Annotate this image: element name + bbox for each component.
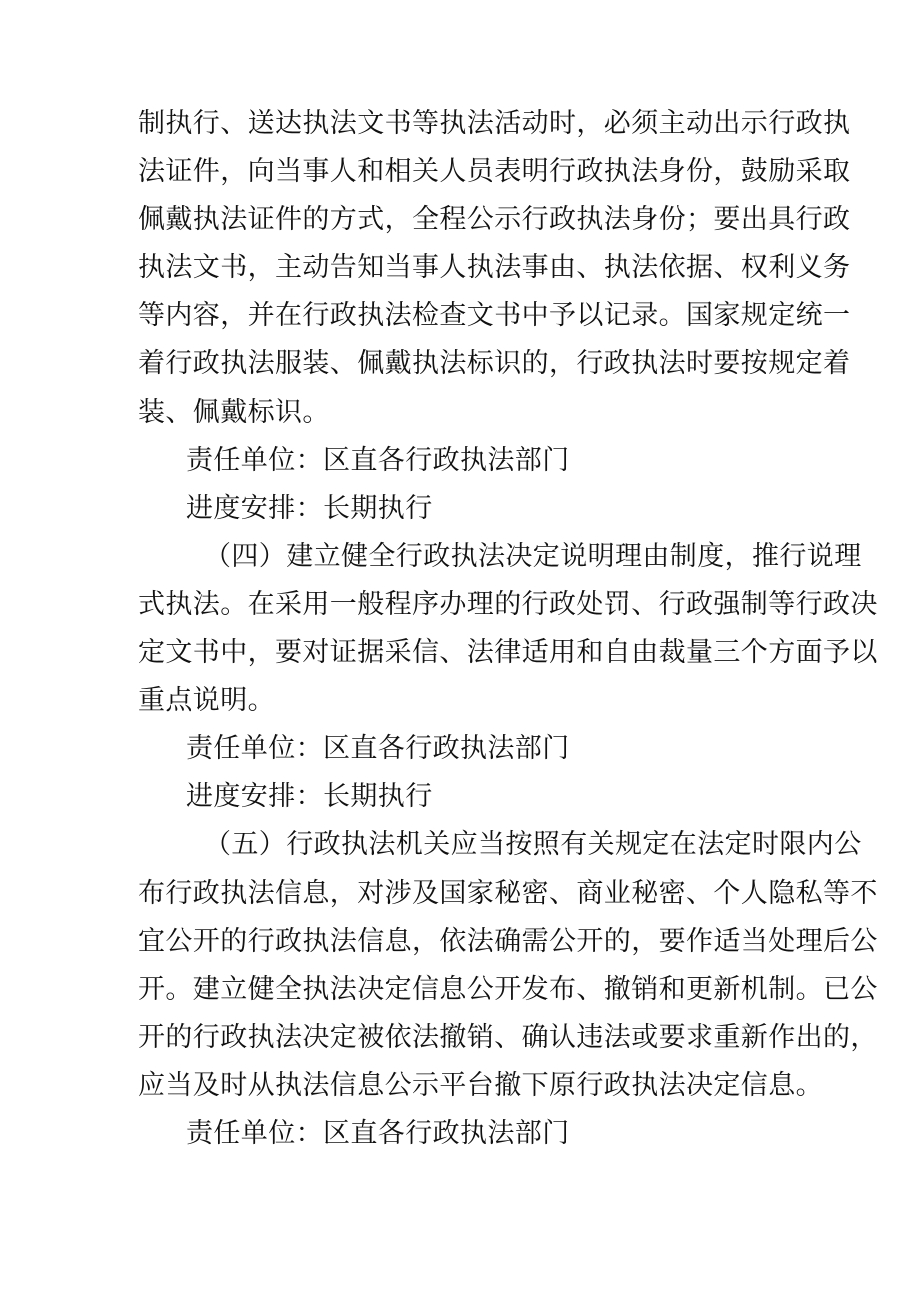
paragraph-line: 式执法。在采用一般程序办理的行政处罚、行政强制等行政决 (138, 588, 878, 620)
responsible-unit-line: 责任单位：区直各行政执法部门 (186, 1117, 570, 1149)
paragraph-line: 法证件，向当事人和相关人员表明行政执法身份，鼓励采取 (138, 156, 851, 188)
schedule-line: 进度安排：长期执行 (186, 492, 433, 524)
schedule-line: 进度安排：长期执行 (186, 781, 433, 813)
document-body (138, 100, 878, 1158)
paragraph-line: 重点说明。 (138, 685, 275, 717)
paragraph-line: 应当及时从执法信息公示平台撤下原行政执法决定信息。 (138, 1069, 823, 1101)
paragraph-line: 着行政执法服装、佩戴执法标识的，行政执法时要按规定着 (138, 348, 851, 380)
paragraph-line: 佩戴执法证件的方式，全程公示行政执法身份；要出具行政 (138, 204, 851, 236)
responsible-unit-line: 责任单位：区直各行政执法部门 (186, 733, 570, 765)
section-heading-line: （四）建立健全行政执法决定说明理由制度，推行说理 (204, 540, 862, 572)
paragraph-line: 执法文书，主动告知当事人执法事由、执法依据、权利义务 (138, 252, 851, 284)
paragraph-line: 等内容，并在行政执法检查文书中予以记录。国家规定统一 (138, 300, 851, 332)
paragraph-line: 宜公开的行政执法信息，依法确需公开的，要作适当处理后公 (138, 925, 878, 957)
paragraph-line: 定文书中，要对证据采信、法律适用和自由裁量三个方面予以 (138, 637, 878, 669)
section-heading-line: （五）行政执法机关应当按照有关规定在法定时限内公 (204, 829, 862, 861)
paragraph-line: 布行政执法信息，对涉及国家秘密、商业秘密、个人隐私等不 (138, 877, 878, 909)
responsible-unit-line: 责任单位：区直各行政执法部门 (186, 444, 570, 476)
paragraph-line: 开的行政执法决定被依法撤销、确认违法或要求重新作出的， (138, 1021, 878, 1053)
paragraph-line: 开。建立健全执法决定信息公开发布、撤销和更新机制。已公 (138, 973, 878, 1005)
paragraph-line: 装、佩戴标识。 (138, 396, 330, 428)
paragraph-line: 制执行、送达执法文书等执法活动时，必须主动出示行政执 (138, 108, 851, 139)
